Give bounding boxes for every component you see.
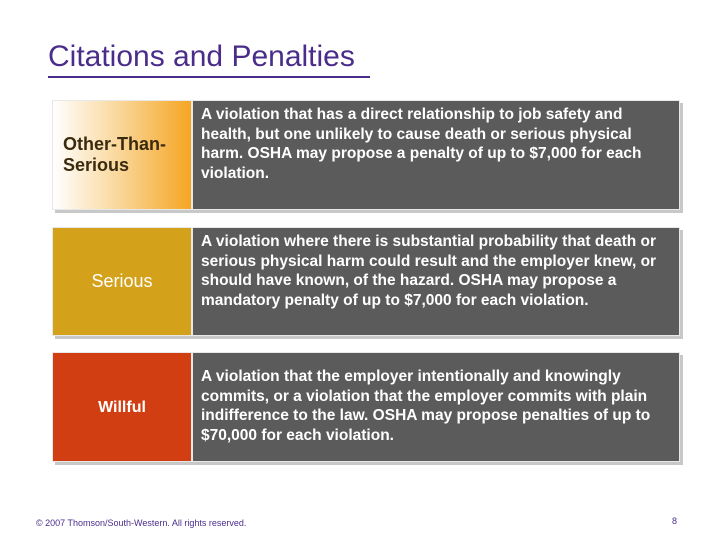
row-description: A violation where there is substantial probability that death or serious physical harm could result and the employer knew, or should have known, of the hazard. OSHA may propose a mandatory penalty of up to $7,000 for each violation. [192, 227, 680, 336]
row-description: A violation that has a direct relationship to job safety and health, but one unlikely to cause death or serious physical harm. OSHA may propose a penalty of up to $7,000 for each violation. [192, 100, 680, 210]
penalty-row-other-than-serious [52, 100, 680, 210]
row-label: Other-Than-Serious [52, 100, 192, 210]
row-label: Serious [52, 227, 192, 336]
copyright-notice: © 2007 Thomson/South-Western. All rights reserved. [36, 518, 247, 528]
row-label: Willful [52, 352, 192, 462]
page-number: 8 [672, 516, 678, 526]
title-underline [48, 76, 370, 78]
page-title: Citations and Penalties [48, 40, 355, 73]
penalty-row-willful [52, 352, 680, 462]
row-description: A violation that the employer intentionally and knowingly commits, or a violation that the employer commits with plain indifference to the law. OSHA may propose penalties of up to $70,000 for each violation. [192, 352, 680, 462]
penalty-row-serious [52, 227, 680, 336]
